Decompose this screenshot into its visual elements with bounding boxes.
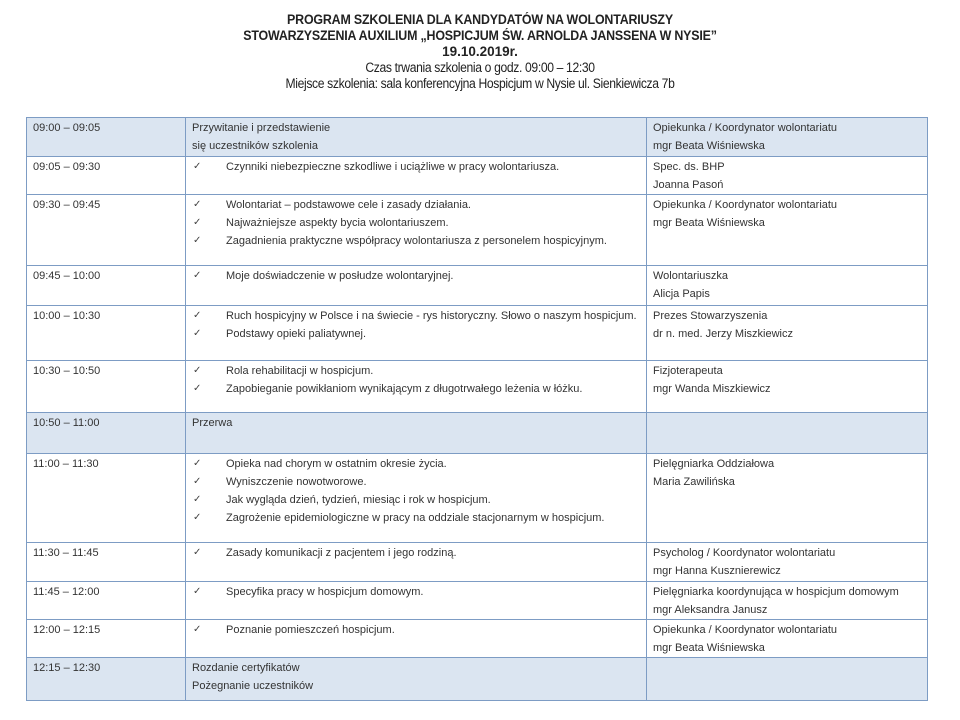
topic-item: ✓ Zagrożenie epidemiologiczne w pracy na oddziale stacjonarnym w hospicjum. [192,509,641,527]
topic-item: ✓ Czynniki niebezpieczne szkodliwe i uciążliwe w pracy wolontariusza. [192,158,641,176]
checkmark-icon: ✓ [193,547,202,558]
topic-item: ✓ Zagadnienia praktyczne współpracy wolontariusza z personelem hospicyjnym. [192,232,641,250]
speaker-role: Opiekunka / Koordynator wolontariatu [653,199,838,211]
topic-cell [186,195,647,266]
time-cell: 11:30 – 11:45 [27,543,186,582]
topic-item: ✓ Zasady komunikacji z pacjentem i jego rodziną. [192,544,641,562]
table-row [27,582,928,620]
speaker-name: mgr Beata Wiśniewska [653,140,765,152]
checkmark-icon: ✓ [193,586,202,597]
checkmark-icon: ✓ [193,199,202,210]
checkmark-icon: ✓ [193,476,202,487]
speaker-name: Joanna Pasoń [653,179,724,191]
checkmark-icon: ✓ [193,458,202,469]
checkmark-icon: ✓ [193,365,202,376]
time-cell: 09:05 – 09:30 [27,157,186,195]
table-row [27,361,928,413]
speaker-role: Prezes Stowarzyszenia [653,310,768,322]
time-cell: 09:45 – 10:00 [27,266,186,306]
speaker-cell [647,195,928,266]
checkmark-icon: ✓ [193,512,202,523]
checkmark-icon: ✓ [193,310,202,321]
topic-cell [186,658,647,701]
topic-cell [186,157,647,195]
checkmark-icon: ✓ [193,494,202,505]
speaker-role: Pielęgniarka Oddziałowa [653,458,775,470]
time-cell: 12:15 – 12:30 [27,658,186,701]
topic-cell [186,266,647,306]
title-line-1: PROGRAM SZKOLENIA DLA KANDYDATÓW NA WOLONTARIUSZY [287,12,673,27]
speaker-name: mgr Wanda Miszkiewicz [653,383,771,395]
topic-item: ✓ Poznanie pomieszczeń hospicjum. [192,621,641,639]
speaker-cell [647,543,928,582]
table-row [27,454,928,543]
speaker-name: mgr Aleksandra Janusz [653,604,768,616]
speaker-cell [647,118,928,157]
time-cell: 12:00 – 12:15 [27,620,186,658]
table-row [27,543,928,582]
checkmark-icon: ✓ [193,328,202,339]
time-cell: 11:45 – 12:00 [27,582,186,620]
topic-cell [186,413,647,454]
topic-cell [186,361,647,413]
speaker-cell [647,658,928,701]
time-cell: 10:50 – 11:00 [27,413,186,454]
time-cell: 09:00 – 09:05 [27,118,186,157]
table-row [27,306,928,361]
table-row [27,157,928,195]
speaker-name: mgr Beata Wiśniewska [653,642,765,654]
document-header [0,12,960,92]
event-date: 19.10.2019r. [442,44,518,59]
table-row [27,658,928,701]
checkmark-icon: ✓ [193,235,202,246]
table-row [27,118,928,157]
speaker-name: mgr Beata Wiśniewska [653,217,765,229]
checkmark-icon: ✓ [193,624,202,635]
speaker-role: Spec. ds. BHP [653,161,725,173]
topic-cell [186,306,647,361]
speaker-cell [647,157,928,195]
speaker-cell [647,266,928,306]
topic-text: Przywitanie i przedstawienie [192,122,331,134]
speaker-role: Psycholog / Koordynator wolontariatu [653,547,836,559]
topic-item: ✓ Specyfika pracy w hospicjum domowym. [192,583,641,601]
topic-cell [186,543,647,582]
checkmark-icon: ✓ [193,161,202,172]
speaker-cell [647,582,928,620]
speaker-role: Fizjoterapeuta [653,365,723,377]
topic-item: ✓ Wolontariat – podstawowe cele i zasady działania. [192,196,641,214]
topic-item: ✓ Moje doświadczenie w posłudze wolontaryjnej. [192,267,641,285]
topic-item: ✓ Jak wygląda dzień, tydzień, miesiąc i rok w hospicjum. [192,491,641,509]
speaker-name: Alicja Papis [653,288,710,300]
table-row [27,195,928,266]
speaker-name: mgr Hanna Kusznierewicz [653,565,781,577]
topic-item: ✓ Podstawy opieki paliatywnej. [192,325,641,343]
table-row [27,266,928,306]
speaker-cell [647,361,928,413]
time-cell: 11:00 – 11:30 [27,454,186,543]
speaker-name: dr n. med. Jerzy Miszkiewicz [653,328,793,340]
topic-item: ✓ Rola rehabilitacji w hospicjum. [192,362,641,380]
topic-item: ✓ Opieka nad chorym w ostatnim okresie życia. [192,455,641,473]
speaker-role: Opiekunka / Koordynator wolontariatu [653,122,838,134]
topic-item: ✓ Zapobieganie powikłaniom wynikającym z długotrwałego leżenia w łóżku. [192,380,641,398]
topic-text: się uczestników szkolenia [192,140,318,152]
table-row [27,620,928,658]
location-text: Miejsce szkolenia: sala konferencyjna Hospicjum w Nysie ul. Sienkiewicza 7b [285,76,675,91]
checkmark-icon: ✓ [193,217,202,228]
title-line-2: STOWARZYSZENIA AUXILIUM „HOSPICJUM ŚW. ARNOLDA JANSSENA W NYSIE” [243,28,717,43]
checkmark-icon: ✓ [193,383,202,394]
topic-text: Rozdanie certyfikatów [192,662,300,674]
topic-cell [186,454,647,543]
speaker-name: Maria Zawilińska [653,476,735,488]
speaker-cell [647,454,928,543]
time-cell: 10:30 – 10:50 [27,361,186,413]
speaker-cell [647,620,928,658]
time-cell: 09:30 – 09:45 [27,195,186,266]
topic-item: ✓ Najważniejsze aspekty bycia wolontariuszem. [192,214,641,232]
topic-text: Pożegnanie uczestników [192,680,314,692]
speaker-cell [647,413,928,454]
speaker-role: Opiekunka / Koordynator wolontariatu [653,624,838,636]
topic-item: ✓ Wyniszczenie nowotworowe. [192,473,641,491]
topic-cell [186,620,647,658]
speaker-role: Pielęgniarka koordynująca w hospicjum domowym [653,586,899,598]
topic-cell [186,582,647,620]
table-row [27,413,928,454]
schedule-table [26,117,928,701]
time-cell: 10:00 – 10:30 [27,306,186,361]
duration-text: Czas trwania szkolenia o godz. 09:00 – 12:30 [365,60,595,75]
speaker-cell [647,306,928,361]
checkmark-icon: ✓ [193,270,202,281]
topic-cell [186,118,647,157]
topic-text: Przerwa [192,417,233,429]
speaker-role: Wolontariuszka [653,270,728,282]
topic-item: ✓ Ruch hospicyjny w Polsce i na świecie - rys historyczny. Słowo o naszym hospicjum. [192,307,641,325]
